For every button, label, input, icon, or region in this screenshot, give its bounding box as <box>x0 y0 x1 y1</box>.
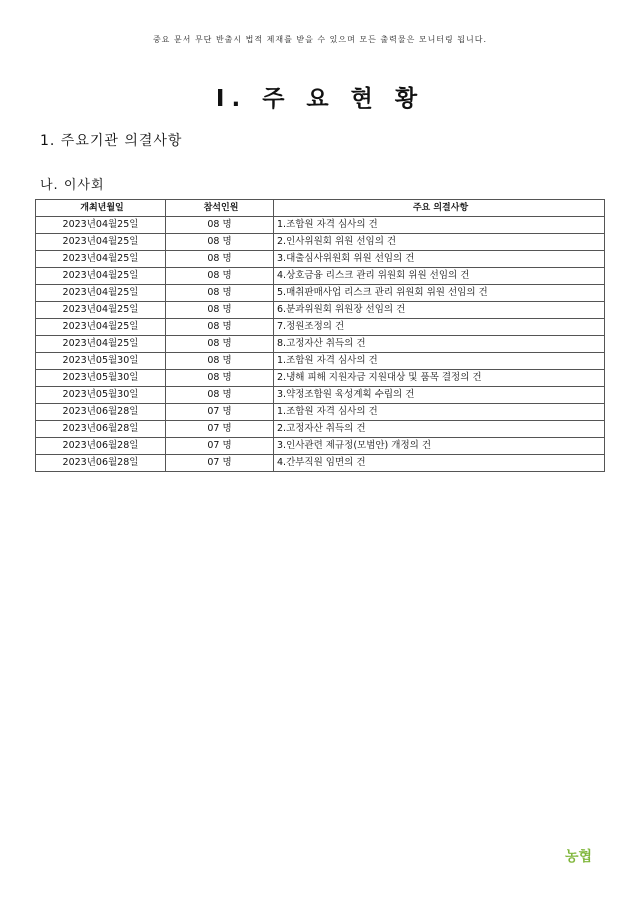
cell-attendees: 08 명 <box>166 336 274 353</box>
cell-attendees: 08 명 <box>166 370 274 387</box>
table-row <box>36 319 605 336</box>
cell-date: 2023년05월30일 <box>36 387 166 404</box>
header-resolutions: 주요 의결사항 <box>274 200 605 217</box>
table-row <box>36 421 605 438</box>
table-row <box>36 404 605 421</box>
table-row <box>36 336 605 353</box>
header-attendees: 참석인원 <box>166 200 274 217</box>
cell-date: 2023년04월25일 <box>36 251 166 268</box>
cell-attendees: 08 명 <box>166 302 274 319</box>
cell-resolution: 2.인사위원회 위원 선임의 건 <box>274 234 605 251</box>
table-row <box>36 302 605 319</box>
cell-date: 2023년04월25일 <box>36 319 166 336</box>
table-row <box>36 217 605 234</box>
table-row <box>36 251 605 268</box>
board-resolutions-table <box>35 199 605 472</box>
table-row <box>36 438 605 455</box>
table-header-row <box>36 200 605 217</box>
cell-attendees: 08 명 <box>166 285 274 302</box>
cell-attendees: 08 명 <box>166 251 274 268</box>
cell-date: 2023년05월30일 <box>36 353 166 370</box>
cell-attendees: 07 명 <box>166 421 274 438</box>
section-heading: 1. 주요기관 의결사항 <box>40 133 183 149</box>
cell-date: 2023년06월28일 <box>36 404 166 421</box>
brand-logo-text: 농협 <box>564 849 592 865</box>
cell-date: 2023년04월25일 <box>36 217 166 234</box>
cell-resolution: 2.고정자산 취득의 건 <box>274 421 605 438</box>
table-row <box>36 455 605 472</box>
table-row <box>36 387 605 404</box>
cell-date: 2023년06월28일 <box>36 438 166 455</box>
cell-date: 2023년04월25일 <box>36 285 166 302</box>
cell-resolution: 3.대출심사위원회 위원 선임의 건 <box>274 251 605 268</box>
cell-date: 2023년04월25일 <box>36 336 166 353</box>
cell-attendees: 08 명 <box>166 319 274 336</box>
cell-attendees: 07 명 <box>166 438 274 455</box>
cell-attendees: 07 명 <box>166 404 274 421</box>
table-row <box>36 268 605 285</box>
cell-resolution: 8.고정자산 취득의 건 <box>274 336 605 353</box>
table-row <box>36 353 605 370</box>
cell-attendees: 08 명 <box>166 353 274 370</box>
cell-resolution: 1.조합원 자격 심사의 건 <box>274 404 605 421</box>
cell-resolution: 3.인사관련 제규정(모범안) 개정의 건 <box>274 438 605 455</box>
cell-attendees: 08 명 <box>166 387 274 404</box>
cell-resolution: 4.상호금융 리스크 관리 위원회 위원 선임의 건 <box>274 268 605 285</box>
table-row <box>36 285 605 302</box>
cell-resolution: 5.매취판매사업 리스크 관리 위원회 위원 선임의 건 <box>274 285 605 302</box>
cell-date: 2023년04월25일 <box>36 302 166 319</box>
cell-resolution: 3.약정조합원 육성계획 수립의 건 <box>274 387 605 404</box>
cell-resolution: 1.조합원 자격 심사의 건 <box>274 353 605 370</box>
subsection-heading: 나. 이사회 <box>40 178 105 193</box>
nonghyup-logo <box>565 846 592 866</box>
cell-resolution: 6.분과위원회 위원장 선임의 건 <box>274 302 605 319</box>
page-title: Ⅰ. 주 요 현 황 <box>215 86 425 112</box>
cell-resolution: 7.정원조정의 건 <box>274 319 605 336</box>
cell-date: 2023년06월28일 <box>36 421 166 438</box>
cell-date: 2023년06월28일 <box>36 455 166 472</box>
cell-date: 2023년05월30일 <box>36 370 166 387</box>
confidentiality-notice: 중요 문서 무단 반출시 법적 제재를 받을 수 있으며 모든 출력물은 모니터링 됩니다. <box>152 35 488 44</box>
cell-attendees: 08 명 <box>166 268 274 285</box>
cell-resolution: 1.조합원 자격 심사의 건 <box>274 217 605 234</box>
cell-date: 2023년04월25일 <box>36 234 166 251</box>
cell-resolution: 2.냉해 피해 지원자금 지원대상 및 품목 결정의 건 <box>274 370 605 387</box>
cell-date: 2023년04월25일 <box>36 268 166 285</box>
table-row <box>36 370 605 387</box>
cell-attendees: 08 명 <box>166 217 274 234</box>
cell-attendees: 07 명 <box>166 455 274 472</box>
cell-attendees: 08 명 <box>166 234 274 251</box>
cell-resolution: 4.간부직원 임면의 건 <box>274 455 605 472</box>
header-date: 개최년월일 <box>36 200 166 217</box>
table-row <box>36 234 605 251</box>
